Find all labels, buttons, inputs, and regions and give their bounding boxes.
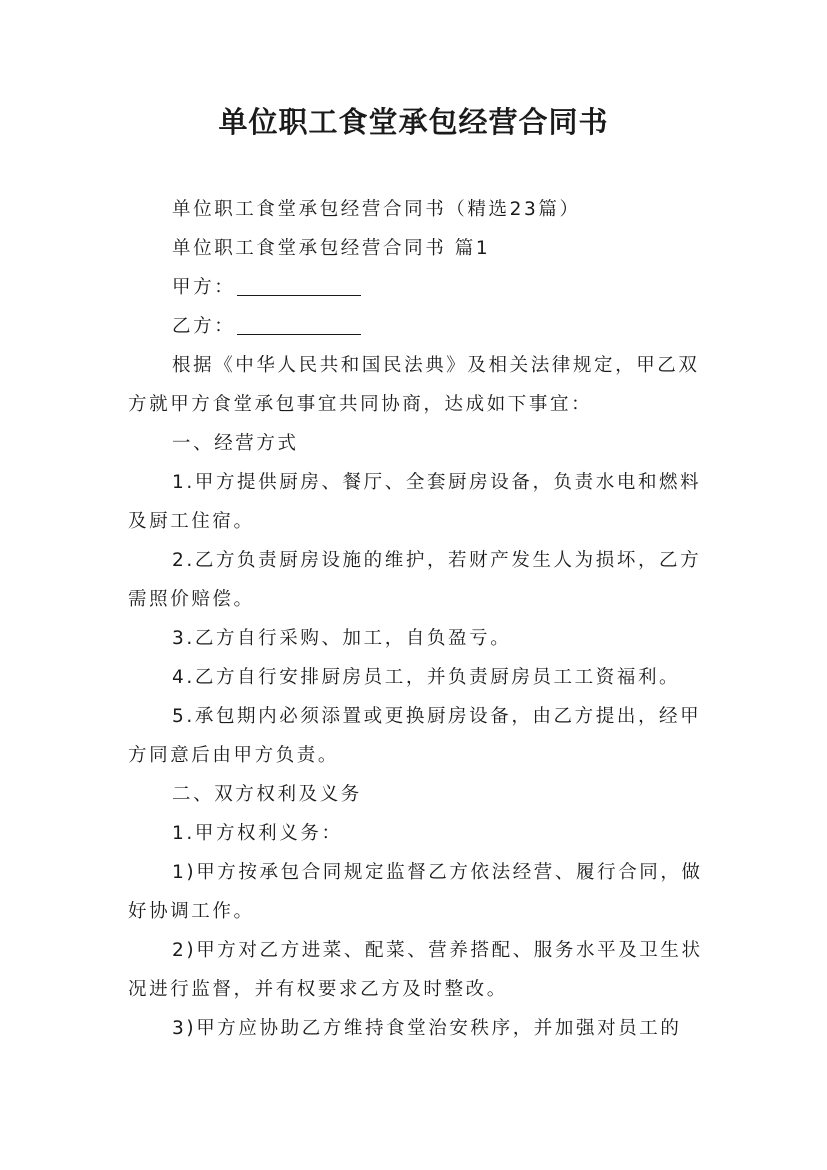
paragraph-item (128, 697, 706, 775)
party-b-label: 乙方： (172, 316, 236, 337)
party-a-line (128, 268, 706, 307)
paragraph-intro (128, 346, 706, 424)
paragraph-text: 4.乙方自行安排厨房员工，并负责厨房员工工资福利。 (172, 667, 681, 688)
paragraph-subtitle (128, 190, 706, 229)
paragraph-text: 二、双方权利及义务 (172, 784, 362, 805)
paragraph-item (128, 541, 706, 619)
paragraph-subheading (128, 814, 706, 853)
paragraph-item (128, 1009, 706, 1048)
paragraph-text: 1.甲方权利义务： (172, 823, 343, 844)
paragraph-section-heading (128, 229, 706, 268)
document-title: 单位职工食堂承包经营合同书 (218, 105, 609, 139)
party-a-label: 甲方： (172, 277, 236, 298)
paragraph-item (128, 619, 706, 658)
paragraph-text: 3)甲方应协助乙方维持食堂治安秩序，并加强对员工的 (172, 1018, 682, 1039)
paragraph-item (128, 853, 706, 931)
paragraph-text: 单位职工食堂承包经营合同书 篇1 (172, 238, 491, 259)
paragraph-text: 3.乙方自行采购、加工，自负盈亏。 (172, 628, 512, 649)
paragraph-text: 2)甲方对乙方进菜、配菜、营养搭配、服务水平及卫生状况进行监督，并有权要求乙方及时整改。 (128, 940, 703, 1000)
paragraph-item (128, 658, 706, 697)
party-a-blank-line (237, 275, 361, 296)
document-body (128, 190, 706, 1048)
paragraph-text: 根据《中华人民共和国民法典》及相关法律规定，甲乙双方就甲方食堂承包事宜共同协商，达成如下事宜： (128, 355, 700, 415)
paragraph-heading-2 (128, 775, 706, 814)
party-b-line (128, 307, 706, 346)
paragraph-item (128, 463, 706, 541)
paragraph-text: 1)甲方按承包合同规定监督乙方依法经营、履行合同，做好协调工作。 (128, 862, 703, 922)
party-b-blank-line (237, 314, 361, 335)
paragraph-heading-1 (128, 424, 706, 463)
paragraph-text: 一、经营方式 (172, 433, 299, 454)
paragraph-text: 2.乙方负责厨房设施的维护，若财产发生人为损坏，乙方需照价赔偿。 (128, 550, 702, 610)
paragraph-item (128, 931, 706, 1009)
paragraph-text: 5.承包期内必须添置或更换厨房设备，由乙方提出，经甲方同意后由甲方负责。 (128, 706, 702, 766)
paragraph-text: 1.甲方提供厨房、餐厅、全套厨房设备，负责水电和燃料及厨工住宿。 (128, 472, 702, 532)
paragraph-text: 单位职工食堂承包经营合同书（精选23篇） (172, 199, 581, 220)
